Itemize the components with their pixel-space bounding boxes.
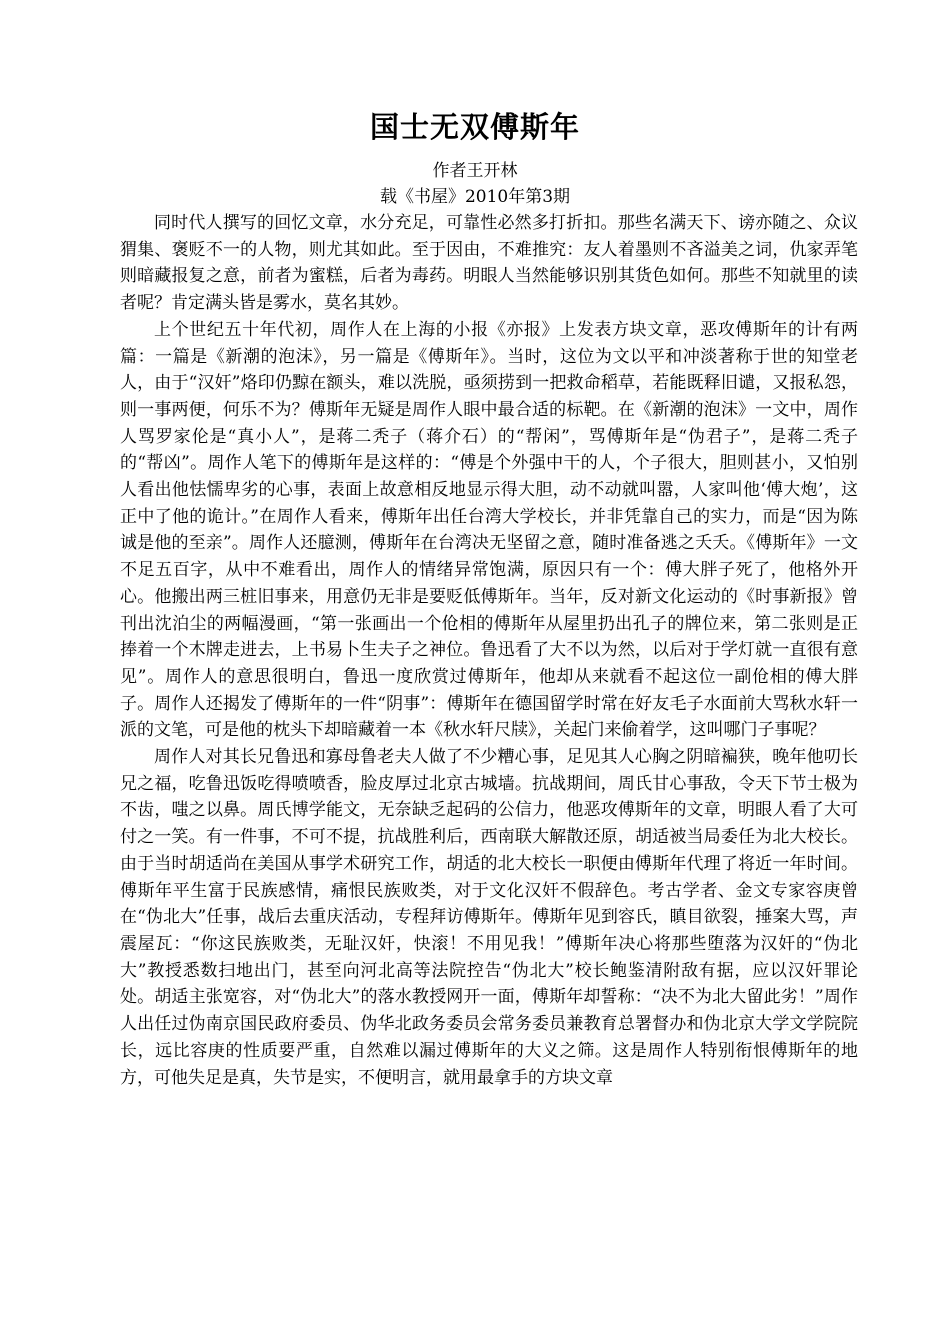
paragraph: 同时代人撰写的回忆文章，水分充足，可靠性必然多打折扣。那些名满天下、谤亦随之、众议猬集、褒贬不一的人物，则尤其如此。至于因由，不难推究：友人着墨则不吝溢美之词，仇家弄笔则暗藏报复之意，前者为蜜糕，后者为毒药。明眼人当然能够识别其货色如何。那些不知就里的读者呢？肯定满头皆是雾水，莫名其妙。	[120, 213, 858, 314]
article-body	[120, 210, 858, 1091]
source-line: 载《书屋》2010年第3期	[379, 187, 571, 207]
document-title: 国士无双傅斯年	[369, 110, 580, 144]
paragraph: 周作人对其长兄鲁迅和寡母鲁老夫人做了不少糟心事，足见其人心胸之阴暗褊狭，晚年他叨长兄之福，吃鲁迅饭吃得喷喷香，脸皮厚过北京古城墙。抗战期间，周氏甘心事敌，令天下节士极为不齿，嗤之以鼻。周氏博学能文，无奈缺乏起码的公信力，他恶攻傅斯年的文章，明眼人看了大可付之一笑。有一件事，不可不提，抗战胜利后，西南联大解散还原，胡适被当局委任为北大校长。由于当时胡适尚在美国从事学术研究工作，胡适的北大校长一职便由傅斯年代理了将近一年时间。傅斯年平生富于民族感情，痛恨民族败类，对于文化汉奸不假辞色。考古学者、金文专家容庚曾在“伪北大”任事，战后去重庆活动，专程拜访傅斯年。傅斯年见到容氏，瞋目欲裂，捶案大骂，声震屋瓦：“你这民族败类，无耻汉奸，快滚！不用见我！”傅斯年决心将那些堕落为汉奸的“伪北大”教授悉数扫地出门，甚至向河北高等法院控告“伪北大”校长鲍鉴清附敌有据，应以汉奸罪论处。胡适主张宽容，对“伪北大”的落水教授网开一面，傅斯年却誓称：“决不为北大留此劣！”周作人出任过伪南京国民政府委员、伪华北政务委员会常务委员兼教育总署督办和伪北京大学文学院院长，远比容庚的性质要严重，自然难以漏过傅斯年的大义之筛。这是周作人特别衔恨傅斯年的地方，可他失足是真，失节是实，不便明言，就用最拿手的方块文章	[120, 747, 858, 1088]
author-line: 作者王开林	[432, 161, 518, 181]
paragraph: 上个世纪五十年代初，周作人在上海的小报《亦报》上发表方块文章，恶攻傅斯年的计有两篇：一篇是《新潮的泡沫》，另一篇是《傅斯年》。当时，这位为文以平和冲淡著称于世的知堂老人，由于“汉奸”烙印仍黥在额头，难以洗脱，亟须捞到一把救命稻草，若能既释旧谴，又报私怨，则一事两便，何乐不为？傅斯年无疑是周作人眼中最合适的标靶。在《新潮的泡沫》一文中，周作人骂罗家伦是“真小人”，是蒋二秃子（蒋介石）的“帮闲”，骂傅斯年是“伪君子”，是蒋二秃子的“帮凶”。周作人笔下的傅斯年是这样的：“傅是个外强中干的人，个子很大，胆则甚小，又怕别人看出他怯懦卑劣的心事，表面上故意相反地显示得大胆，动不动就叫嚣，人家叫他‘傅大炮’，这正中了他的诡计。”在周作人看来，傅斯年出任台湾大学校长，并非凭靠自己的实力，而是“因为陈诚是他的至亲”。周作人还臆测，傅斯年在台湾决无坚留之意，随时准备逃之夭夭。《傅斯年》一文不足五百字，从中不难看出，周作人的情绪异常饱满，原因只有一个：傅大胖子死了，他格外开心。他搬出两三桩旧事来，用意仍无非是要贬低傅斯年。当年，反对新文化运动的《时事新报》曾刊出沈泊尘的两幅漫画，“第一张画出一个伧相的傅斯年从屋里扔出孔子的牌位来，第二张则是正捧着一个木牌走进去，上书易卜生夫子之神位。鲁迅看了大不以为然，以后对于学灯就一直很有意见”。周作人的意思很明白，鲁迅一度欣赏过傅斯年，他却从来就看不起这位一副伧相的傅大胖子。周作人还揭发了傅斯年的一件“阴事”：傅斯年在德国留学时常在好友毛子水面前大骂秋水轩一派的文笔，可是他的枕头下却暗藏着一本《秋水轩尺牍》，关起门来偷着学，这叫哪门子事呢？	[120, 319, 858, 741]
